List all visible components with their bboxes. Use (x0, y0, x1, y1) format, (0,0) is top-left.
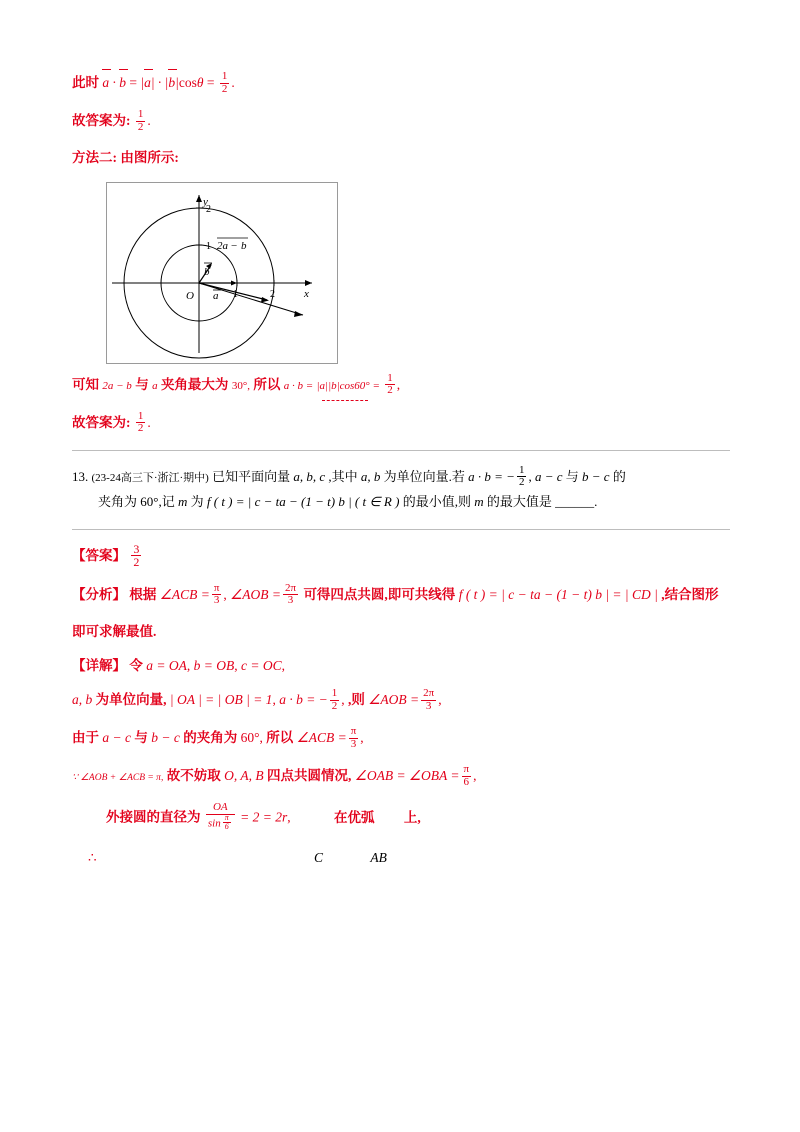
period-1: . (231, 75, 235, 91)
conclusion-with: 与 (135, 376, 149, 392)
comma-1: , (396, 376, 401, 392)
question-vars-1: a, b, c (293, 468, 326, 484)
question-domain-expr: ( t ∈ R ) (354, 494, 400, 509)
line-prefix: 此时 (72, 75, 99, 91)
expr-abs-cos60: |a||b|cos60° = (316, 379, 380, 392)
section-divider-1 (72, 450, 730, 451)
conclusion-therefore: 所以 (253, 376, 281, 392)
detail-13-line5 (106, 803, 730, 833)
detail-points-OA: O, A, (224, 768, 252, 784)
answer-label-2: 故答案为: (72, 414, 131, 430)
period-3: . (147, 414, 151, 430)
detail-b-equals-OB: b = OB (193, 657, 235, 673)
analysis-13-label: 【分析】 (72, 587, 126, 603)
analysis-function-expr: f ( t ) = | c − ta − (1 − t) b | = | CD | (458, 587, 658, 603)
comma-8: , (341, 692, 345, 708)
question-function-expr: f ( t ) = | c − ta − (1 − t) b | (206, 494, 352, 509)
figure-label-O: O (186, 289, 194, 302)
analysis-text-3: ,结合图形 (661, 587, 719, 603)
figure-svg (107, 183, 335, 361)
detail-since-text: 由于 (72, 730, 99, 746)
question-text-1: 已知平面向量 (212, 468, 291, 484)
fraction-2pi-3-2: $\frac{2\pi}{3}$ (423, 687, 435, 712)
analysis-text-1: 根据 (129, 587, 157, 603)
fraction-one-half-2: $\frac{1}{2}$ (137, 108, 144, 133)
question-dot-expr: a · b = − (468, 468, 515, 484)
detail-vars-a-b: a, b (72, 692, 93, 708)
point-C-label: C (313, 849, 323, 865)
top-solution-block (72, 72, 730, 436)
expr-a-dot-b: a · b (102, 75, 129, 90)
fraction-pi-3-2: $\frac{\pi}{3}$ (350, 725, 357, 750)
question-source: (23-24高三下·浙江·期中) (91, 471, 209, 484)
detail-13-label: 【详解】 (72, 657, 126, 673)
question-13 (72, 465, 730, 515)
analysis-13-line2: 即可求解最值. (72, 623, 157, 639)
question-text-3: 为单位向量.若 (383, 468, 465, 484)
detail-vec-b-minus-c: b − c (151, 730, 180, 746)
comma-2: , (528, 468, 532, 484)
detail-suppose-text: 故不妨取 (166, 768, 221, 784)
answer-13-label: 【答案】 (72, 547, 126, 563)
method-two-label: 方法二: (72, 150, 117, 166)
detail-angle-text: 的夹角为 (183, 730, 238, 746)
question-m-symbol-2: m (474, 494, 484, 509)
method-two-text: 由图所示: (120, 150, 179, 166)
detail-so-text: 所以 (266, 730, 294, 746)
detail-angle-aob: ∠AOB = (368, 692, 420, 708)
detail-unit-vector-text: 为单位向量, (95, 692, 167, 708)
question-number: 13. (72, 468, 89, 484)
angle-30-deg: 30°, (231, 379, 250, 392)
comma-3: , (223, 587, 227, 603)
analysis-text-2: 可得四点共圆,即可共线得 (303, 587, 456, 603)
comma-12: , (287, 809, 291, 825)
question-vec-b-minus-c: b − c (582, 468, 610, 484)
expr-abs-a-abs-b-cos: |a| · |b| (140, 75, 179, 90)
therefore-symbol: ∴ (88, 849, 97, 865)
expr-2a-minus-b: 2a − b (102, 379, 132, 392)
question-line2-deg: 60°,记 (140, 494, 175, 509)
figure-label-a: a (213, 289, 219, 302)
detail-a-equals-OA: a = OA (146, 657, 187, 673)
conclusion-max-angle: 夹角最大为 (160, 376, 229, 392)
detail-13-line2 (72, 689, 730, 713)
figure-tick-1y: 1 (206, 240, 211, 252)
comma-7: , (272, 692, 276, 708)
detail-13-line5-sub (88, 848, 730, 868)
comma-5: , (234, 657, 238, 673)
detail-angle-oab-oba: ∠OAB = ∠OBA = (354, 768, 460, 784)
detail-diameter-equals: = 2 = 2r (240, 809, 288, 825)
detail-point-B: B (255, 768, 264, 784)
equals-sign-2: = (206, 75, 215, 91)
comma-11: , (473, 768, 477, 784)
question-vec-a-minus-c: a − c (534, 468, 563, 484)
detail-13-line1 (72, 656, 730, 676)
detail-angle-acb: ∠ACB = (296, 730, 347, 746)
arc-AB-label: AB (370, 849, 387, 865)
comma-4: , (186, 657, 191, 673)
expr-a-2: a (152, 379, 158, 392)
detail-dot-product: a · b = − (279, 692, 328, 708)
question-text-5: 与 (565, 468, 579, 484)
fraction-pi-6-1: $\frac{\pi}{6}$ (463, 763, 470, 788)
figure-label-y: y (203, 195, 208, 208)
solution-line-dot-product (72, 72, 730, 96)
expr-a-dot-b-2: a · b = (283, 379, 314, 392)
conclusion-prefix: 可知 (72, 376, 99, 392)
detail-circumcircle-text: 外接圆的直径为 (106, 809, 201, 825)
question-text-2: ,其中 (328, 468, 358, 484)
detail-major-arc-text: 在优弧 (333, 809, 375, 825)
detail-on-text: 上, (403, 809, 421, 825)
detail-then-text: ,则 (348, 692, 365, 708)
fraction-one-half-1: $\frac{1}{2}$ (221, 70, 228, 95)
detail-angle-sum-condition: ∵ ∠AOB + ∠ACB = π, (72, 773, 164, 784)
theta-symbol: θ (196, 75, 204, 91)
solution-answer-line-2 (72, 409, 730, 436)
question-line2-text5: 的最大值是 (486, 494, 552, 509)
answer-label-1: 故答案为: (72, 113, 131, 129)
question-text-6: 的 (612, 468, 626, 484)
figure-label-minus: − (231, 239, 238, 252)
comma-9: , (438, 692, 442, 708)
figure-label-b: b (204, 265, 210, 278)
section-divider-2 (72, 529, 730, 530)
figure-label-b2: b (241, 239, 247, 252)
question-line2-text4: 的最小值,则 (402, 494, 471, 509)
comma-6: , (281, 657, 285, 673)
solution-answer-line-1 (72, 110, 730, 134)
period-2: . (147, 113, 151, 129)
detail-and-text: 与 (134, 730, 148, 746)
question-m-symbol: m (177, 494, 188, 509)
fraction-2pi-3-1: $\frac{2\pi}{3}$ (285, 581, 297, 607)
method-two-heading (72, 148, 730, 168)
fraction-OA-over-sin-pi-6: OA sin $\frac{\pi}{6}$ (206, 802, 235, 832)
detail-let-text: 令 (129, 657, 143, 673)
question-vars-2: a, b (360, 468, 381, 484)
answer-13 (72, 541, 730, 570)
angle-aob-expr: ∠AOB = (230, 587, 281, 603)
dashed-marker (322, 400, 368, 401)
conclusion-line-1 (72, 371, 730, 398)
fraction-one-half-3: $\frac{1}{2}$ (387, 371, 393, 397)
figure-tick-2y: 2 (206, 203, 211, 215)
fraction-pi-3-1: $\frac{\pi}{3}$ (213, 581, 220, 607)
detail-13-line3 (72, 727, 730, 751)
equals-sign-1: = (129, 75, 137, 91)
detail-60-deg: 60°, (240, 730, 263, 746)
fraction-one-half-4: $\frac{1}{2}$ (137, 409, 144, 435)
fraction-one-half-5: $\frac{1}{2}$ (518, 463, 525, 489)
figure-tick-2x: 2 (270, 288, 275, 300)
figure-label-2a-minus-b: 2a (217, 239, 228, 252)
figure-tick-1x: 1 (233, 288, 238, 300)
angle-acb-expr: ∠ACB = (159, 587, 210, 603)
question-line2-text1: 夹角为 (98, 494, 138, 509)
comma-10: , (360, 730, 364, 746)
analysis-13-line1 (72, 581, 730, 608)
cos-label: cos (178, 75, 197, 91)
detail-vec-a-minus-c: a − c (102, 730, 131, 746)
question-answer-blank: ______. (555, 494, 598, 509)
detail-abs-OA-OB: | OA | = | OB | = 1 (169, 692, 273, 708)
detail-13-line4 (72, 765, 730, 789)
vector-circle-figure (106, 182, 338, 364)
figure-label-x: x (304, 287, 309, 300)
detail-concyclic-text: 四点共圆情况, (266, 768, 352, 784)
fraction-three-halves: $\frac{3}{2}$ (133, 541, 140, 570)
fraction-one-half-6: $\frac{1}{2}$ (331, 687, 338, 712)
question-line2-text2: 为 (190, 494, 204, 509)
detail-c-equals-OC: c = OC (240, 657, 282, 673)
